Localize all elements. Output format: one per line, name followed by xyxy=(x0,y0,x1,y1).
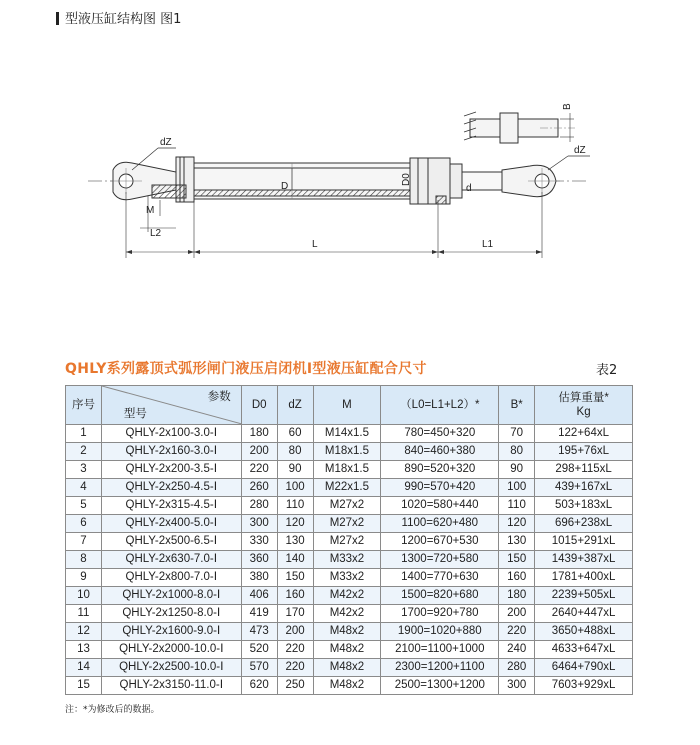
cell-l: 2500=1300+1200 xyxy=(381,677,499,695)
cell-dz: 220 xyxy=(277,659,313,677)
table-title: QHLY系列露顶式弧形闸门液压启闭机Ⅰ型液压缸配合尺寸 xyxy=(65,361,427,377)
table-row xyxy=(66,659,633,677)
figure-title-text: 型液压缸结构图 图1 xyxy=(65,12,182,27)
cell-b: 150 xyxy=(499,551,535,569)
cell-dz: 140 xyxy=(277,551,313,569)
cell-model: QHLY-2x1250-8.0-Ⅰ xyxy=(101,605,241,623)
cell-m: M42x2 xyxy=(313,605,381,623)
cell-seq: 14 xyxy=(66,659,102,677)
cell-dz: 220 xyxy=(277,641,313,659)
cell-b: 80 xyxy=(499,443,535,461)
header-weight-line2: Kg xyxy=(576,406,591,418)
table-row xyxy=(66,623,633,641)
cell-weight: 1781+400xL xyxy=(535,569,633,587)
cell-d0: 406 xyxy=(241,587,277,605)
cell-seq: 13 xyxy=(66,641,102,659)
cell-seq: 8 xyxy=(66,551,102,569)
cell-dz: 80 xyxy=(277,443,313,461)
cell-b: 160 xyxy=(499,569,535,587)
cell-dz: 250 xyxy=(277,677,313,695)
table-row xyxy=(66,587,633,605)
cell-d0: 380 xyxy=(241,569,277,587)
cell-d0: 520 xyxy=(241,641,277,659)
cell-model: QHLY-2x1000-8.0-Ⅰ xyxy=(101,587,241,605)
cell-dz: 170 xyxy=(277,605,313,623)
cell-b: 130 xyxy=(499,533,535,551)
cell-l: 1900=1020+880 xyxy=(381,623,499,641)
cell-weight: 122+64xL xyxy=(535,425,633,443)
cell-seq: 10 xyxy=(66,587,102,605)
cell-model: QHLY-2x3150-11.0-Ⅰ xyxy=(101,677,241,695)
cell-d0: 570 xyxy=(241,659,277,677)
cell-seq: 11 xyxy=(66,605,102,623)
cell-seq: 3 xyxy=(66,461,102,479)
cell-d0: 620 xyxy=(241,677,277,695)
table-body xyxy=(66,425,633,695)
cell-b: 240 xyxy=(499,641,535,659)
cell-d0: 300 xyxy=(241,515,277,533)
header-model: 型号 xyxy=(123,408,147,420)
cell-m: M33x2 xyxy=(313,569,381,587)
cell-d0: 360 xyxy=(241,551,277,569)
header-b: B* xyxy=(499,386,535,425)
cell-m: M22x1.5 xyxy=(313,479,381,497)
table-row xyxy=(66,461,633,479)
cell-m: M27x2 xyxy=(313,497,381,515)
label-dz-right: dZ xyxy=(574,145,586,156)
cell-weight: 2640+447xL xyxy=(535,605,633,623)
cell-seq: 9 xyxy=(66,569,102,587)
table-header-row xyxy=(66,386,633,425)
header-seq: 序号 xyxy=(66,386,102,425)
cell-seq: 7 xyxy=(66,533,102,551)
cell-model: QHLY-2x2000-10.0-Ⅰ xyxy=(101,641,241,659)
cell-weight: 439+167xL xyxy=(535,479,633,497)
cell-dz: 60 xyxy=(277,425,313,443)
cell-model: QHLY-2x500-6.5-Ⅰ xyxy=(101,533,241,551)
table-row xyxy=(66,569,633,587)
cell-l: 1400=770+630 xyxy=(381,569,499,587)
cell-l: 990=570+420 xyxy=(381,479,499,497)
cell-model: QHLY-2x315-4.5-Ⅰ xyxy=(101,497,241,515)
cell-model: QHLY-2x160-3.0-Ⅰ xyxy=(101,443,241,461)
cell-d0: 260 xyxy=(241,479,277,497)
cell-d0: 180 xyxy=(241,425,277,443)
table-row xyxy=(66,497,633,515)
label-dz-left: dZ xyxy=(160,137,172,148)
cell-l: 1100=620+480 xyxy=(381,515,499,533)
cell-weight: 298+115xL xyxy=(535,461,633,479)
cell-m: M48x2 xyxy=(313,677,381,695)
cell-m: M48x2 xyxy=(313,659,381,677)
cell-d0: 419 xyxy=(241,605,277,623)
spec-table xyxy=(65,385,633,695)
cell-l: 1020=580+440 xyxy=(381,497,499,515)
cell-seq: 6 xyxy=(66,515,102,533)
header-param-model xyxy=(101,386,241,425)
cell-m: M27x2 xyxy=(313,533,381,551)
cell-m: M48x2 xyxy=(313,641,381,659)
label-d0: D0 xyxy=(401,173,412,186)
table-row xyxy=(66,479,633,497)
cell-dz: 160 xyxy=(277,587,313,605)
cell-l: 1300=720+580 xyxy=(381,551,499,569)
cell-weight: 4633+647xL xyxy=(535,641,633,659)
cell-weight: 2239+505xL xyxy=(535,587,633,605)
table-row xyxy=(66,515,633,533)
cell-model: QHLY-2x800-7.0-Ⅰ xyxy=(101,569,241,587)
cell-model: QHLY-2x630-7.0-Ⅰ xyxy=(101,551,241,569)
cell-model: QHLY-2x1600-9.0-Ⅰ xyxy=(101,623,241,641)
cell-d0: 330 xyxy=(241,533,277,551)
label-m: M xyxy=(146,205,155,216)
cell-b: 200 xyxy=(499,605,535,623)
table-row xyxy=(66,533,633,551)
cell-seq: 2 xyxy=(66,443,102,461)
header-m: M xyxy=(313,386,381,425)
cylinder-structure-drawing xyxy=(0,0,700,300)
table-row xyxy=(66,677,633,695)
header-l: （L0=L1+L2）* xyxy=(381,386,499,425)
cell-seq: 5 xyxy=(66,497,102,515)
cell-l: 1700=920+780 xyxy=(381,605,499,623)
cell-m: M18x1.5 xyxy=(313,443,381,461)
cell-b: 300 xyxy=(499,677,535,695)
label-d: D xyxy=(281,181,289,192)
cell-l: 2100=1100+1000 xyxy=(381,641,499,659)
cell-b: 180 xyxy=(499,587,535,605)
cell-model: QHLY-2x200-3.5-Ⅰ xyxy=(101,461,241,479)
header-weight-line1: 估算重量* xyxy=(558,392,609,404)
cell-d0: 280 xyxy=(241,497,277,515)
cell-l: 2300=1200+1100 xyxy=(381,659,499,677)
cell-seq: 4 xyxy=(66,479,102,497)
label-b: B xyxy=(562,103,573,110)
cell-dz: 110 xyxy=(277,497,313,515)
cell-b: 110 xyxy=(499,497,535,515)
cell-weight: 1015+291xL xyxy=(535,533,633,551)
cell-l: 780=450+320 xyxy=(381,425,499,443)
right-clevis xyxy=(502,165,560,196)
cell-l: 840=460+380 xyxy=(381,443,499,461)
cell-seq: 12 xyxy=(66,623,102,641)
cell-dz: 200 xyxy=(277,623,313,641)
cell-weight: 3650+488xL xyxy=(535,623,633,641)
cell-d0: 473 xyxy=(241,623,277,641)
table-row xyxy=(66,551,633,569)
header-dz: dZ xyxy=(277,386,313,425)
table-note: 注：*为修改后的数据。 xyxy=(65,705,160,715)
label-l: L xyxy=(312,239,318,250)
cell-dz: 120 xyxy=(277,515,313,533)
cell-l: 890=520+320 xyxy=(381,461,499,479)
table-row xyxy=(66,443,633,461)
cell-l: 1500=820+680 xyxy=(381,587,499,605)
cell-model: QHLY-2x100-3.0-Ⅰ xyxy=(101,425,241,443)
cell-weight: 503+183xL xyxy=(535,497,633,515)
rod-end-detail xyxy=(464,112,558,143)
cell-weight: 6464+790xL xyxy=(535,659,633,677)
cell-b: 90 xyxy=(499,461,535,479)
cell-m: M27x2 xyxy=(313,515,381,533)
cell-m: M18x1.5 xyxy=(313,461,381,479)
cell-model: QHLY-2x400-5.0-Ⅰ xyxy=(101,515,241,533)
cell-model: QHLY-2x2500-10.0-Ⅰ xyxy=(101,659,241,677)
label-l1: L1 xyxy=(482,239,494,250)
cell-m: M48x2 xyxy=(313,623,381,641)
cell-l: 1200=670+530 xyxy=(381,533,499,551)
cell-weight: 195+76xL xyxy=(535,443,633,461)
cell-dz: 130 xyxy=(277,533,313,551)
cell-d0: 220 xyxy=(241,461,277,479)
cell-m: M14x1.5 xyxy=(313,425,381,443)
cell-seq: 15 xyxy=(66,677,102,695)
label-l2: L2 xyxy=(150,228,162,239)
cell-b: 100 xyxy=(499,479,535,497)
cell-b: 70 xyxy=(499,425,535,443)
table-number: 表2 xyxy=(596,363,618,378)
cell-weight: 696+238xL xyxy=(535,515,633,533)
header-param: 参数 xyxy=(207,391,231,403)
cell-weight: 7603+929xL xyxy=(535,677,633,695)
cell-b: 120 xyxy=(499,515,535,533)
cell-dz: 90 xyxy=(277,461,313,479)
cylinder-head xyxy=(410,158,462,204)
cell-seq: 1 xyxy=(66,425,102,443)
header-weight xyxy=(535,386,633,425)
cell-b: 280 xyxy=(499,659,535,677)
header-d0: D0 xyxy=(241,386,277,425)
table-row xyxy=(66,605,633,623)
cell-m: M33x2 xyxy=(313,551,381,569)
cell-dz: 100 xyxy=(277,479,313,497)
label-d-small: d xyxy=(466,183,472,194)
table-row xyxy=(66,425,633,443)
cell-m: M42x2 xyxy=(313,587,381,605)
cell-b: 220 xyxy=(499,623,535,641)
cell-weight: 1439+387xL xyxy=(535,551,633,569)
cell-dz: 150 xyxy=(277,569,313,587)
cell-d0: 200 xyxy=(241,443,277,461)
table-row xyxy=(66,641,633,659)
cell-model: QHLY-2x250-4.5-Ⅰ xyxy=(101,479,241,497)
